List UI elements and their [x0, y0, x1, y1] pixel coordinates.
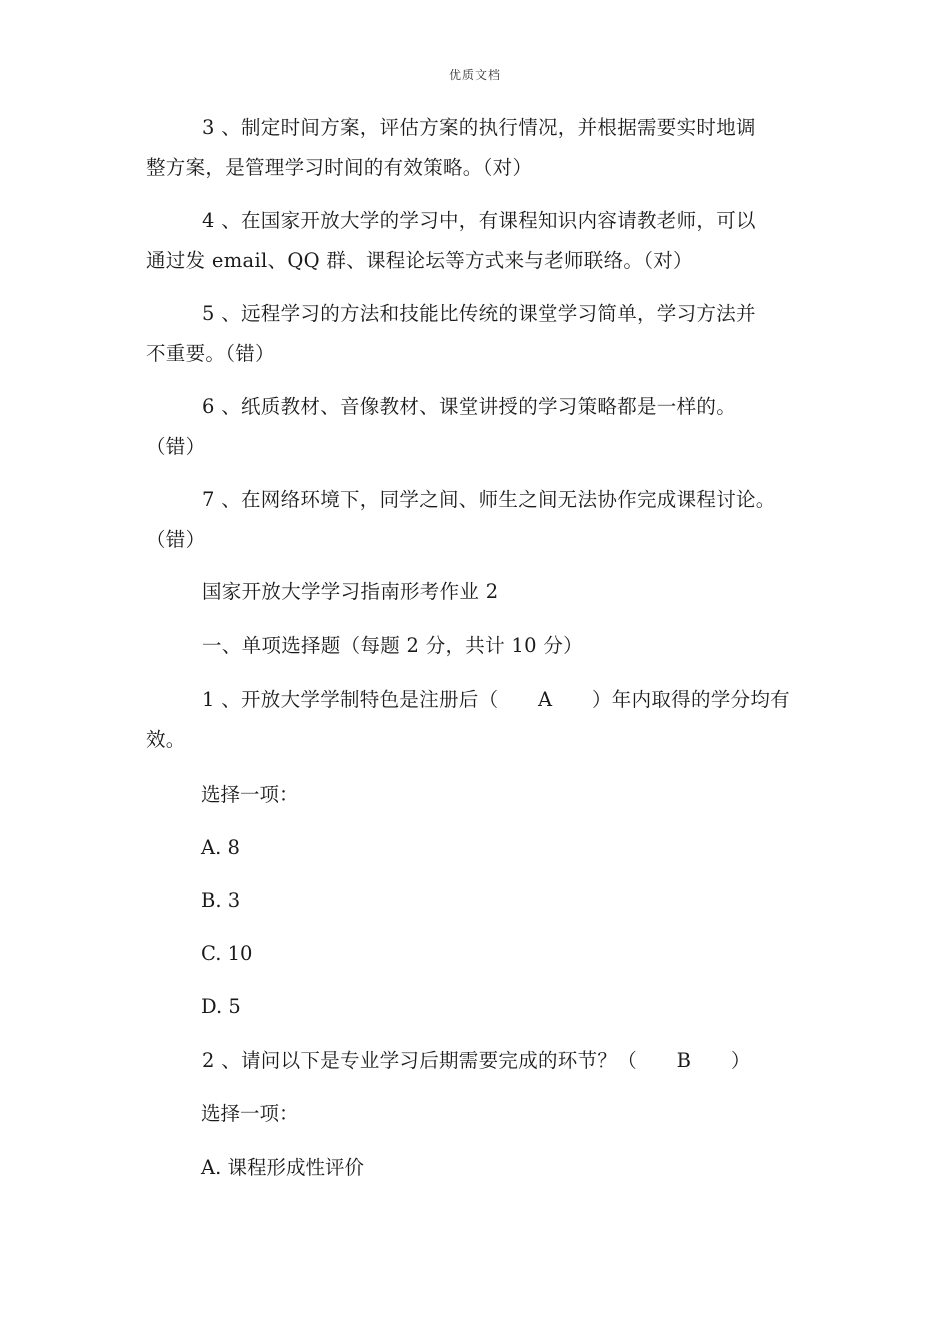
- option-d: D. 5: [201, 995, 241, 1018]
- page-header: 优质文档: [448, 68, 501, 82]
- part-heading: 一、单项选择题（每题 2 分，共计 10 分）: [202, 634, 583, 657]
- item-line: （错）: [146, 528, 206, 551]
- option-a: A. 课程形成性评价: [201, 1156, 364, 1179]
- item-line: 3 、制定时间方案，评估方案的执行情况，并根据需要实时地调: [202, 116, 756, 139]
- part-heading-block: [146, 626, 816, 666]
- item-line: 5 、远程学习的方法和技能比传统的课堂学习简单，学习方法并: [202, 302, 756, 325]
- choice-prompt: 选择一项：: [201, 1102, 299, 1125]
- item-line: 6 、纸质教材、音像教材、课堂讲授的学习策略都是一样的。: [202, 395, 737, 418]
- option-b: B. 3: [201, 889, 241, 912]
- item-line: 4 、在国家开放大学的学习中，有课程知识内容请教老师，可以: [202, 209, 756, 232]
- judgement-item-6: [146, 387, 816, 467]
- item-line: 通过发 email、QQ 群、课程论坛等方式来与老师联络。（对）: [146, 249, 693, 272]
- judgement-item-3: [146, 108, 816, 188]
- section-title: 国家开放大学学习指南形考作业 2: [202, 580, 499, 603]
- choice-prompt: 选择一项：: [201, 783, 299, 806]
- question-text: 1 、开放大学学制特色是注册后（ A ）年内取得的学分均有: [202, 688, 790, 711]
- question-2: [146, 1041, 816, 1081]
- item-line: 不重要。（错）: [146, 342, 275, 365]
- question-1: [146, 680, 816, 760]
- section-title-block: [146, 572, 816, 612]
- option-c: C. 10: [201, 942, 253, 965]
- item-line: 整方案，是管理学习时间的有效策略。（对）: [146, 156, 533, 179]
- judgement-item-5: [146, 294, 816, 374]
- option-a: A. 8: [201, 836, 240, 859]
- judgement-item-7: [146, 480, 816, 560]
- item-line: （错）: [146, 435, 206, 458]
- question-text: 效。: [146, 728, 186, 751]
- judgement-item-4: [146, 201, 816, 281]
- item-line: 7 、在网络环境下，同学之间、师生之间无法协作完成课程讨论。: [202, 488, 776, 511]
- question-text: 2 、请问以下是专业学习后期需要完成的环节？（ B ）: [202, 1049, 751, 1072]
